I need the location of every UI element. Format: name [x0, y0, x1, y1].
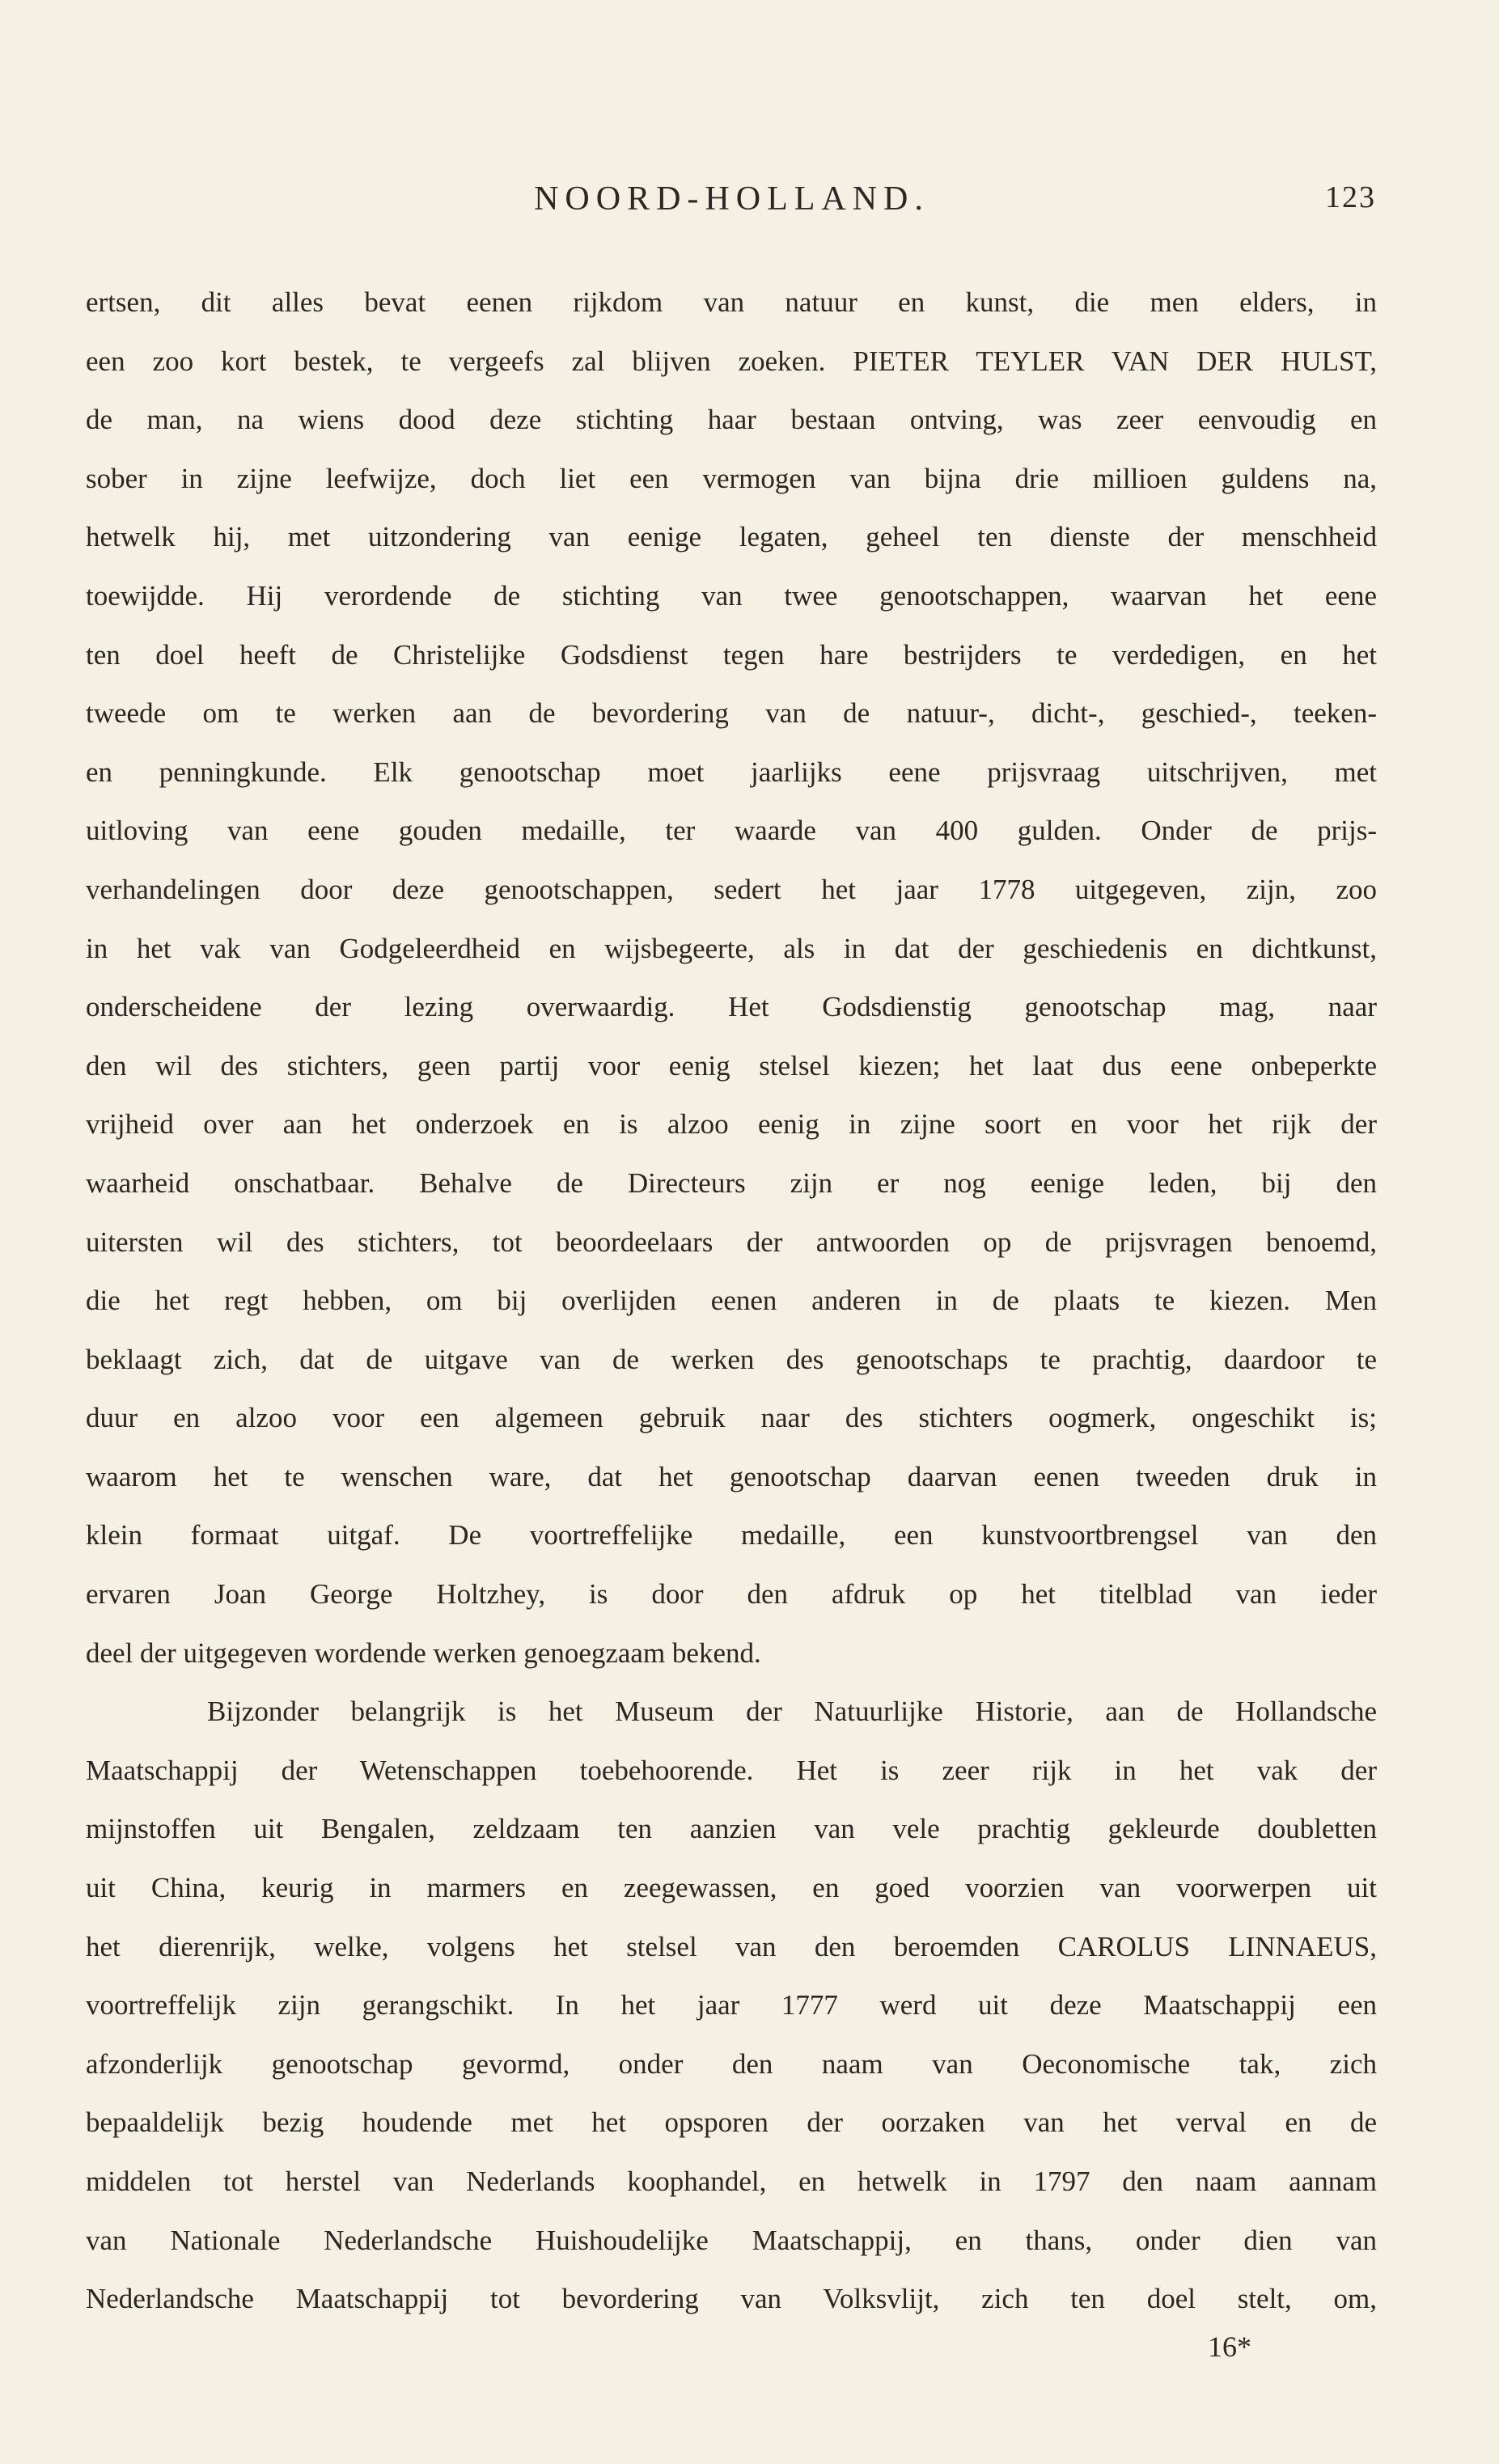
text-line: uitloving van eene gouden medaille, ter waarde van 400 gulden. Onder de prijs- [86, 815, 1377, 847]
text-line: deel der uitgegeven wordende werken genoegzaam bekend. [86, 1636, 761, 1669]
body-text [86, 273, 1377, 2329]
paragraph-2 [86, 1683, 1377, 2329]
text-line: ten doel heeft de Christelijke Godsdienst tegen hare bestrijders te verdedigen, en het [86, 638, 1377, 671]
text-line: de man, na wiens dood deze stichting haar bestaan ontving, was zeer eenvoudig en [86, 404, 1377, 436]
catchword: 16* [1208, 2331, 1251, 2363]
text-line: toewijdde. Hij verordende de stichting van twee genootschappen, waarvan het eene [86, 579, 1377, 612]
text-line: Nederlandsche Maatschappij tot bevordering van Volksvlijt, zich ten doel stelt, om, [86, 2283, 1377, 2315]
text-line: die het regt hebben, om bij overlijden eenen anderen in de plaats te kiezen. Men [86, 1285, 1377, 1317]
text-line: duur en alzoo voor een algemeen gebruik naar des stichters oogmerk, ongeschikt is; [86, 1402, 1377, 1434]
text-line: vrijheid over aan het onderzoek en is alzoo eenig in zijne soort en voor het rijk der [86, 1108, 1377, 1141]
text-line: uit China, keurig in marmers en zeegewassen, en goed voorzien van voorwerpen uit [86, 1872, 1377, 1904]
text-line: beklaagt zich, dat de uitgave van de werken des genootschaps te prachtig, daardoor te [86, 1343, 1377, 1375]
text-line: tweede om te werken aan de bevordering van de natuur-, dicht-, geschied-, teeken- [86, 697, 1377, 730]
text-line: Bijzonder belangrijk is het Museum der Natuurlijke Historie, aan de Hollandsche [207, 1696, 1377, 1728]
text-line: hetwelk hij, met uitzondering van eenige legaten, geheel ten dienste der menschheid [86, 521, 1377, 553]
text-line: en penningkunde. Elk genootschap moet jaarlijks eene prijsvraag uitschrijven, met [86, 756, 1377, 788]
text-line: bepaaldelijk bezig houdende met het opsporen der oorzaken van het verval en de [86, 2106, 1377, 2139]
running-title: NOORD-HOLLAND. [534, 180, 929, 218]
text-line: waarheid onschatbaar. Behalve de Directeurs zijn er nog eenige leden, bij den [86, 1166, 1377, 1199]
text-line: klein formaat uitgaf. De voortreffelijke medaille, een kunstvoortbrengsel van den [86, 1519, 1377, 1552]
text-line: sober in zijne leefwijze, doch liet een vermogen van bijna drie millioen guldens na, [86, 462, 1377, 494]
text-line: waarom het te wenschen ware, dat het genootschap daarvan eenen tweeden druk in [86, 1460, 1377, 1492]
text-line: afzonderlijk genootschap gevormd, onder den naam van Oeconomische tak, zich [86, 2047, 1377, 2080]
text-line: Maatschappij der Wetenschappen toebehoorende. Het is zeer rijk in het vak der [86, 1754, 1377, 1786]
text-line: middelen tot herstel van Nederlands koophandel, en hetwelk in 1797 den naam aannam [86, 2166, 1377, 2197]
text-line: een zoo kort bestek, te vergeefs zal blijven zoeken. PIETER TEYLER VAN DER HULST, [86, 345, 1377, 377]
text-line: ervaren Joan George Holtzhey, is door den afdruk op het titelblad van ieder [86, 1578, 1377, 1611]
text-line: uitersten wil des stichters, tot beoordeelaars der antwoorden op de prijsvragen benoemd, [86, 1226, 1377, 1258]
text-line: het dierenrijk, welke, volgens het stelsel van den beroemden CAROLUS LINNAEUS, [86, 1930, 1377, 1962]
text-line: den wil des stichters, geen partij voor eenig stelsel kiezen; het laat dus eene onbeperkte [86, 1049, 1377, 1082]
text-line: ertsen, dit alles bevat eenen rijkdom van natuur en kunst, die men elders, in [86, 286, 1377, 318]
running-head [87, 180, 1376, 228]
page-number: 123 [1325, 180, 1376, 214]
text-line: verhandelingen door deze genootschappen, sedert het jaar 1778 uitgegeven, zijn, zoo [86, 873, 1377, 905]
paragraph-1 [86, 273, 1377, 1683]
text-line: onderscheidene der lezing overwaardig. Het Godsdienstig genootschap mag, naar [86, 991, 1377, 1023]
text-line: in het vak van Godgeleerdheid en wijsbegeerte, als in dat der geschiedenis en dichtkunst, [86, 932, 1377, 964]
text-line: van Nationale Nederlandsche Huishoudelijke Maatschappij, en thans, onder dien van [86, 2224, 1377, 2256]
text-line: mijnstoffen uit Bengalen, zeldzaam ten aanzien van vele prachtig gekleurde doubletten [86, 1813, 1377, 1845]
text-line: voortreffelijk zijn gerangschikt. In het jaar 1777 werd uit deze Maatschappij een [86, 1989, 1377, 2022]
